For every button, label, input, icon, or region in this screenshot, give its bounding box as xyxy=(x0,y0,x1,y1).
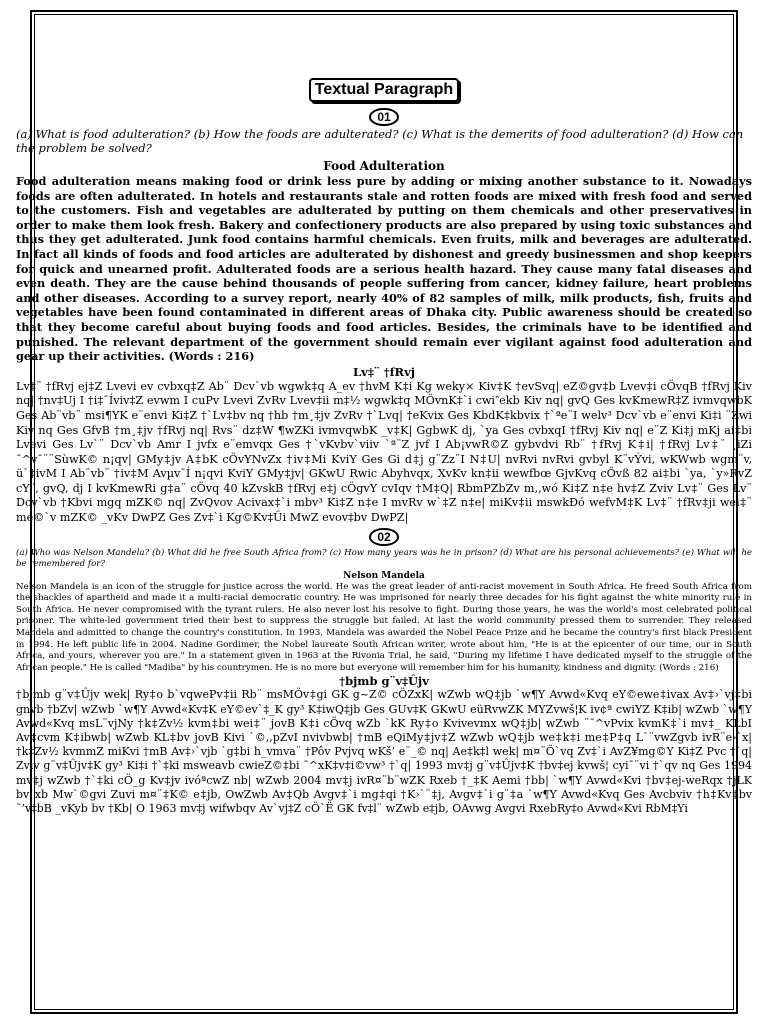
page-content xyxy=(16,78,752,1018)
section-questions: (a) Who was Nelson Mandela? (b) What did he free South Africa from? (c) How many years was he in prison? (d) What are his personal achievements? (e) What will he be remembered for? xyxy=(16,547,752,569)
section-02 xyxy=(16,528,752,817)
section-paragraph: Nelson Mandela is an icon of the struggle for justice across the world. He was the great leader of anti-racist movement in South Africa. He freed South Africa from the shackles of apartheid and made it a multi-racial democratic country. He was imprisoned for nearly three decades for his fight against the white minority rule in South Africa. He never compromised with the tyrant rulers. He also never lost his resolve to fight. During those years, he was the world's most celebrated political prisoner. The white-led government tried their best to suppress the struggle but failed. At last the world community pressed them to surrender. They released Mandela and admitted to change the country's constitution. In 1993, Mandela was awarded the Nobel Peace Prize and he became the country's first black President in 1994. He left public life in 2004. Nadine Gordimer, the Nobel laureate South African writer, wrote about him, "He is at the epicenter of our time, our in South Africa, and yours, wherever you are." In a statement given in 1963 at the Rivonia Trial, he said, "During my lifetime I have dedicated myself to the struggle of the African people." He is called "Madiba" by his countrymen. He is no more but everyone will remember him for his humanity, kindness and dignity. (Words : 216) xyxy=(16,581,752,673)
section-number-badge: 01 xyxy=(369,108,398,126)
page-title-wrap xyxy=(16,78,752,102)
section-heading: Food Adulteration xyxy=(323,159,445,173)
section-number-badge: 02 xyxy=(369,528,398,546)
section-heading: Nelson Mandela xyxy=(343,570,425,581)
section-number-wrap xyxy=(16,108,752,126)
translation-paragraph: Lv‡¨ †fRvj ej‡Z Lvevi ev cvbxq‡Z Ab¨ Dcv`vb wgwk‡q A_ev †hvM K‡i Kg weky× Kiv‡K †evSvq| eZ©gv‡b Lvev‡i cÖvqB †fRvj Kiv nq| †nv‡Uj I †i‡¯Íviv‡Z evwm I cuPv Lvevi ZvRv Lvev‡ii m‡½ wgwk‡q MÖvnK‡`i cwi‶ekb Kiv nq| gvQ Ges kvKmewR‡Z ivmvqwbK Ges Ab¨vb¨ msi¶YK e¨envi Ki‡Z †`Lv‡bv nq †hb †m¸‡jv ZvRv †`Lvq| †eKvix Ges KbdK‡kbvix †`ªe¨I welv³ Dcv`vb e¨envi Ki‡i ¨Zwi Kiv nq Ges GfvB †m¸‡jv †fRvj nq| Rvs¨ dz‡W ¶wZKi ivmvqwbK _v‡K| GgbwK dj, `ya Ges cvbxqI †fRvj Kiv nq| e¨Z Ki‡j mKj ai‡bi Lvevi Ges Lv`¨ Dcv`vb Amr I jvfx e¨emvqx Ges †`vKvbv`viiv `ª¨Z jvf I Ab¡vwR©Z gybvdvi Rb¨ †fRvj K‡i| †fRvj Lv‡¨ ¸iZi ¯^v¯¨¨SùwK© n¡qv| GMy‡jv A‡bK cÖvYNvZx †iv‡Mi KviY Ges Gi d‡j g¨Zz¨I N‡U| nvRvi nvRvi gvbyl K¨vÝvi, wKWwb wgm¨v, ü`‡ivM I Ab¨vb¨ †iv‡M Avµv¯Í n¡qvi KviY GMy‡jv| GKwU Rwic Abyhvqx, XvKv kn‡ii wewfbœ GjvKvq cÖvß 82 ai‡bi `ya, `y»RvZ cY¨, gvQ, dj I kvKmewRi g‡a¨ cÖvq 40 kZvskB †fRvj e‡j cÖgvY cvIqv †M‡Q| RbmPZbZv m,,wó Ki‡Z n‡e hv‡Z Zviv Lv‡¨ Ges Lv¨ Dcv`vb †Kbvi mgq mZK© nq| ZvQvov Acivax‡`i mbv³ Ki‡Z n‡e I mvRv w`‡Z n‡e| miKv‡ii mswkÐó wefvM‡K Lv‡¨ †fRv‡ji wei‡¨ me©`v mZK© _vKv DwPZ Ges Zv‡`i Kg©Kv‡Ûi MwZ evov‡bv DwPZ| xyxy=(16,379,752,525)
page-title: Textual Paragraph xyxy=(309,78,459,102)
section-paragraph: Food adulteration means making food or drink less pure by adding or mixing another substance to it. Nowadays foods are often adulterated. In hotels and restaurants stale and rotten foods are mixed with fresh food and served to the customers. Fish and vegetables are adulterated by putting on them chemicals and other preservatives in order to make them look fresh. Bakery and confectionery products are also prepared by using toxic substances and thus they get adulterated. Junk food contains harmful chemicals. Even fruits, milk and beverages are adulterated. In fact all kinds of foods and food articles are adulterated by dishonest and greedy businessmen and shop keepers for quick and unearned profit. Adulterated foods are a serious health hazard. They cause many fatal diseases and even death. They are the cause behind thousands of people suffering from cancer, kidney failure, heart problems and other diseases. According to a survey report, nearly 40% of 82 samples of milk, milk products, fish, fruits and vegetables have been found contaminated in different areas of Dhaka city. Public awareness should be created so that they become careful about buying foods and food articles. Besides, the criminals have to be identified and punished. The relevant department of the government should remain ever vigilant against food adulteration and gear up their activities. (Words : 216) xyxy=(16,174,752,364)
section-questions: (a) What is food adulteration? (b) How the foods are adulterated? (c) What is the demerits of food adulteration? (d) How can the problem be solved? xyxy=(16,127,744,155)
translation-paragraph: †bjmb g¨v‡Ûjv wek| Ry‡o b`vqwePv‡ii Rb¨ msMÖv‡gi GK g~Z© cÖZxK| wZwb wQ‡jb `w¶Y Avwd«Kvq eY©ewe‡ivax Av‡›`vj‡bi gnvb †bZv| wZwb `w¶Y Avwd«Kv‡K eY©ev`‡_K gy³ K‡iwQ‡jb Ges GUv‡K GKwU eüRvwZK MYZvwš¦K iv¢ª cwiYZ K‡ib| wZwb `w¶Y Avwd«Kvq msL¨vjNy †k‡Zv½ kvm‡bi wei‡¨ jovB K‡i cÖvq wZb `kK Ry‡o Kvivevmx wQ‡jb| wZwb ¨¯^vPvix kvmK‡`i mv‡_ KLbI Av‡cvm K‡ibwb| wZwb KL‡bv jovB Kivi `©,,pZvI nvivbwb| †mB eQiMy‡jv‡Z wZwb wQ‡jb we‡k‡i me‡P‡q L`¨vwZgvb ivR¨e›`x| †k‡Zv½ kvmmZ miKvi †mB Av‡›`vjb `g‡bi h_vmva¨ †Pôv Pvjvq wKš’ e¨_© nq| Ae‡k‡l wek| m¤¨Ö`vq Zv‡`i AvZ¥mg©Y Ki‡Z Pvc †`q| Zviv g¨v‡Ûjv‡K gy³ Ki‡i †`‡ki msweavb cwieZ©‡bi ¯^xK‡v‡i©vw³ †`q| 1993 mv‡j g¨v‡Ûjv‡K †bv‡ej kvwš¦ cyi¯¨vi †`qv nq Ges 1994 mv‡j wZwb †`‡ki cÖ_g Kv‡jv ivóªcwZ nb| wZwb 2004 mv‡j ivR¤¨b¨wZK Rxeb †_‡K Aemi †bb| `w¶Y Avwd«Kvi †bv‡ej-weRqx †jLK bv`xb Mw`©gvi Zuvi m¤¨‡K© e‡jb, OwZwb Av‡Qb Avgv‡`i mg‡qi †K›`¨‡j, Avgv‡`i g¨‡a `w¶Y Avwd«Kvq Ges Avcbviv †h‡Kv‡bv ¯’v‡bB _vKyb bv †Kb| O 1963 mv‡j wifwbqv Av`vj‡Z cÖ`Ë GK fv‡l¨ wZwb e‡jb, OAvwg Avgvi RxebRy‡o Avwd«Kvi RbM‡Yi xyxy=(16,688,752,816)
section-number-wrap xyxy=(16,528,752,546)
section-01 xyxy=(16,108,752,526)
translation-heading: Lv‡¨ †fRvj xyxy=(353,364,415,379)
translation-heading: †bjmb g¨v‡Ûjv xyxy=(339,674,429,689)
